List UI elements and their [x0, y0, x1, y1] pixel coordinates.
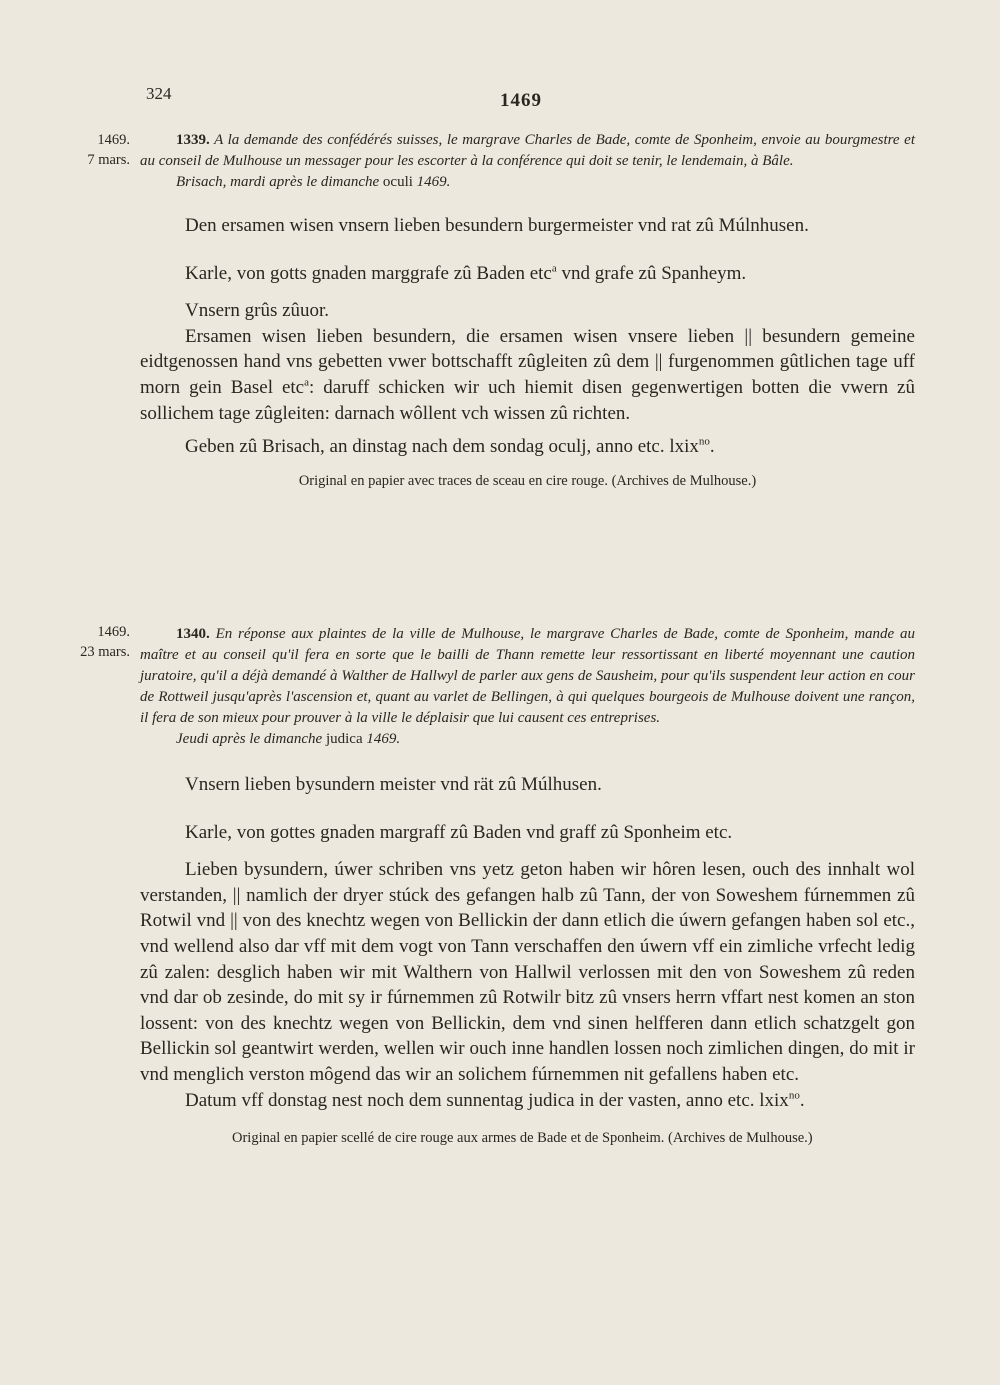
- closing-line: Geben zû Brisach, an dinstag nach dem sondag oculj, anno etc. lxix$^{no}$.: [185, 435, 715, 458]
- archival-note: Original en papier avec traces de sceau en cire rouge. (Archives de Mulhouse.): [298, 472, 757, 489]
- dateline: Jeudi après le dimanche judica 1469.: [176, 731, 401, 747]
- margin-year: 1469.: [97, 624, 130, 640]
- letter-text: Lieben bysundern, úwer schriben vns yetz geton haben wir hôren lesen, ouch des innhalt wol verstanden, || namlich der dryer stúck des gefangen halb zû Tann, der von Soweshem fúrnemmen zû Rotwil vnd || von des knechtz wegen von Bellickin der dann etlich die úwern gefangen haben sol etc., vnd wellend also dar vff mit dem vogt von Tann verschaffen den úwern vff ein zimliche vrfecht ledig zû zalen: desglich haben wir mit Walthern von Hallwil verlossen mit den von Soweshem zû reden vnd dar ob zesinde, do mit sy ir fúrnemmen zû Rotwilr bitz zû vnsers herrn vffart nest komen an ston lossent: von des knechtz wegen von Bellickin, dem vnd sinen helfferen dann etlich schatzgelt gon Bellickin sol geantwirt werden, wellen wir ouch inne handlen lossen noch zimlichen dingen, do mit ir vnd menglich verston môgend das wir an solichem fúrnemmen nit gefallens haben etc.: [140, 859, 915, 1085]
- letter-text: Ersamen wisen lieben besundern, die ersamen wisen vnsere lieben || besundern gemeine eidtgenossen hand vns gebetten vwer bottschafft zûgleiten zû dem || furgenommen gûtlichen tage uff morn gein Basel etc$^a$: daruff schicken wir uch hiemit disen gegenwertigen botten die vwern zû sollichem tage zûgleiten: darnach wôllent vch wissen zû richten.: [140, 325, 915, 424]
- sender-line: Karle, von gottes gnaden margraff zû Baden vnd graff zû Sponheim etc.: [185, 821, 733, 843]
- document-1339: [140, 130, 915, 490]
- letter-body: [140, 772, 915, 1113]
- archival-note: Original en papier scellé de cire rouge aux armes de Bade et de Sponheim. (Archives de Mulhouse.): [232, 1130, 813, 1147]
- margin-day: 7 mars.: [87, 152, 130, 168]
- address-line: Vnsern lieben bysundern meister vnd rät zû Múlhusen.: [185, 774, 602, 795]
- address-line: Den ersamen wisen vnsern lieben besundern burgermeister vnd rat zû Múlnhusen.: [185, 215, 809, 236]
- document-number: 1339: [176, 132, 206, 148]
- sender-line: Karle, von gotts gnaden marggrafe zû Baden etc$^a$ vnd grafe zû Spanheym.: [185, 262, 747, 284]
- running-header-year: 1469: [500, 90, 542, 111]
- regest-summary: 1340. En réponse aux plaintes de la ville de Mulhouse, le margrave Charles de Bade, comte de Sponheim, mande au maître et au conseil qu'il fera en sorte que le bailli de Thann remette leur ressortissant en liberté moyennant une caution juratoire, qu'il a déjà demandé à Walther de Hallwyl de parler aux gens de Sausheim, pour qu'ils suspendent leur action en cour de Rottweil jusqu'après l'ascension et, quant au varlet de Bellingen, à qui quelques bourgeois de Mulhouse doivent une rançon, il fera de son mieux pour prouver à la ville le déplaisir que lui causent ces entreprises.: [140, 626, 916, 726]
- regest-summary: 1339. A la demande des confédérés suisses, le margrave Charles de Bade, comte de Sponheim, envoie au bourgmestre et au conseil de Mulhouse un messager pour les escorter à la conférence qui doit se tenir, le lendemain, à Bâle.: [140, 132, 915, 169]
- summary-text: A la demande des confédérés suisses, le margrave Charles de Bade, comte de Sponheim, envoie au bourgmestre et au conseil de Mulhouse un messager pour les escorter à la conférence qui doit se tenir, le lendemain, à Bâle.: [140, 132, 915, 169]
- letter-body: [140, 213, 915, 460]
- margin-date-1339: [56, 130, 130, 170]
- page-number: 324: [146, 84, 172, 103]
- margin-year: 1469.: [97, 132, 130, 148]
- margin-date-1340: [56, 622, 130, 662]
- document-1340: [140, 624, 915, 1147]
- summary-text: En réponse aux plaintes de la ville de Mulhouse, le margrave Charles de Bade, comte de Sponheim, mande au maître et au conseil qu'il fera en sorte que le bailli de Thann remette leur ressortissant en liberté moyennant une caution juratoire, qu'il a déjà demandé à Walther de Hallwyl de parler aux gens de Sausheim, pour qu'ils suspendent leur action en cour de Rottweil jusqu'après l'ascension et, quant au varlet de Bellingen, à qui quelques bourgeois de Mulhouse doivent une rançon, il fera de son mieux pour prouver à la ville le déplaisir que lui causent ces entreprises.: [140, 626, 916, 726]
- margin-day: 23 mars.: [80, 644, 130, 660]
- greeting-line: Vnsern grûs zûuor.: [185, 300, 330, 322]
- document-number: 1340: [176, 626, 206, 642]
- closing-line: Datum vff donstag nest noch dem sunnentag judica in der vasten, anno etc. lxix$^{no}$.: [185, 1089, 805, 1111]
- dateline: Brisach, mardi après le dimanche oculi 1469.: [176, 174, 451, 190]
